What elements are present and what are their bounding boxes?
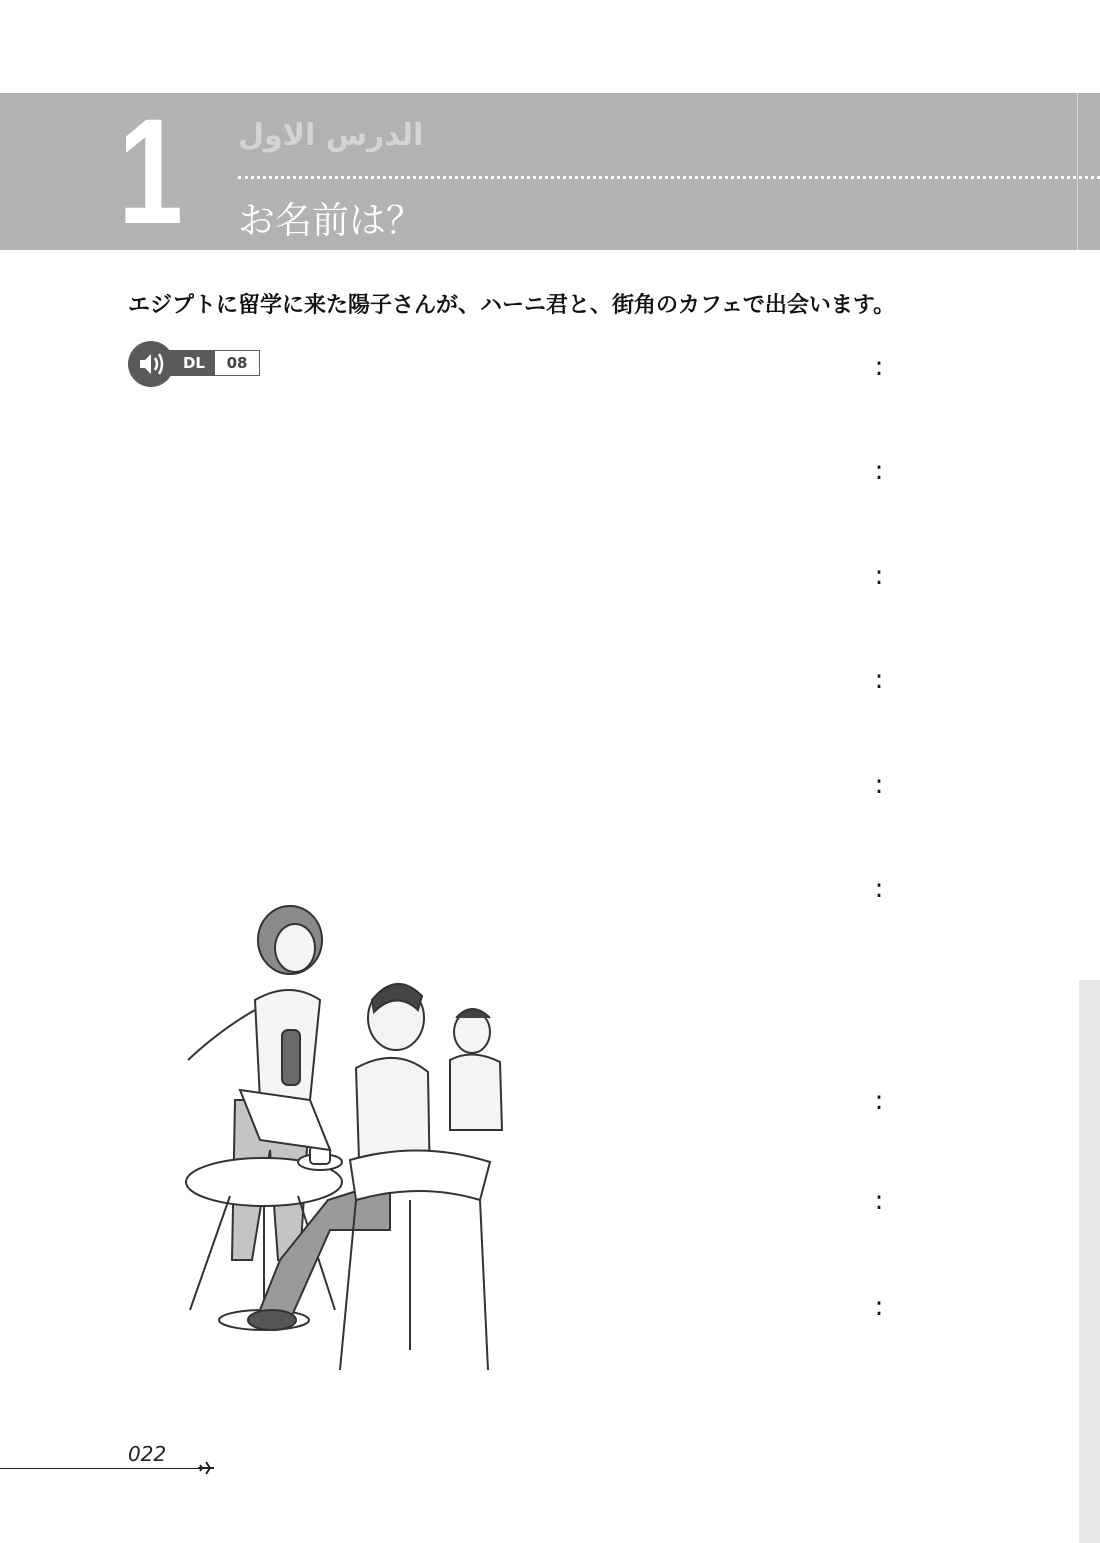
- banner-edge: [1077, 93, 1078, 250]
- dialogue-colon: :: [874, 1086, 884, 1116]
- dl-label: DL: [166, 350, 214, 376]
- dialogue-colon: :: [874, 874, 884, 904]
- cafe-illustration: [160, 900, 530, 1384]
- dialogue-colon: :: [874, 665, 884, 695]
- dialogue-colon: :: [874, 561, 884, 591]
- lesson-number: 1: [118, 87, 184, 255]
- footer-rule: [0, 1468, 200, 1469]
- dialogue-colon: :: [874, 352, 884, 382]
- lesson-title-arabic: الدرس الاول: [238, 118, 424, 153]
- dl-track-number: 08: [214, 350, 260, 376]
- lesson-title-japanese: お名前は？: [238, 199, 423, 242]
- dl-label-box: [166, 350, 258, 376]
- intro-text: エジプトに留学に来た陽子さんが、ハーニ君と、街角のカフェで出会います。: [128, 293, 896, 318]
- dialogue-colon: :: [874, 770, 884, 800]
- dialogue-colon: :: [874, 456, 884, 486]
- title-divider: [238, 176, 1100, 179]
- dialogue-colon: :: [874, 1186, 884, 1216]
- page-number: 022: [128, 1442, 167, 1466]
- dialogue-colon: :: [874, 1292, 884, 1322]
- side-tab: [1079, 980, 1100, 1543]
- airplane-icon: [196, 1458, 216, 1482]
